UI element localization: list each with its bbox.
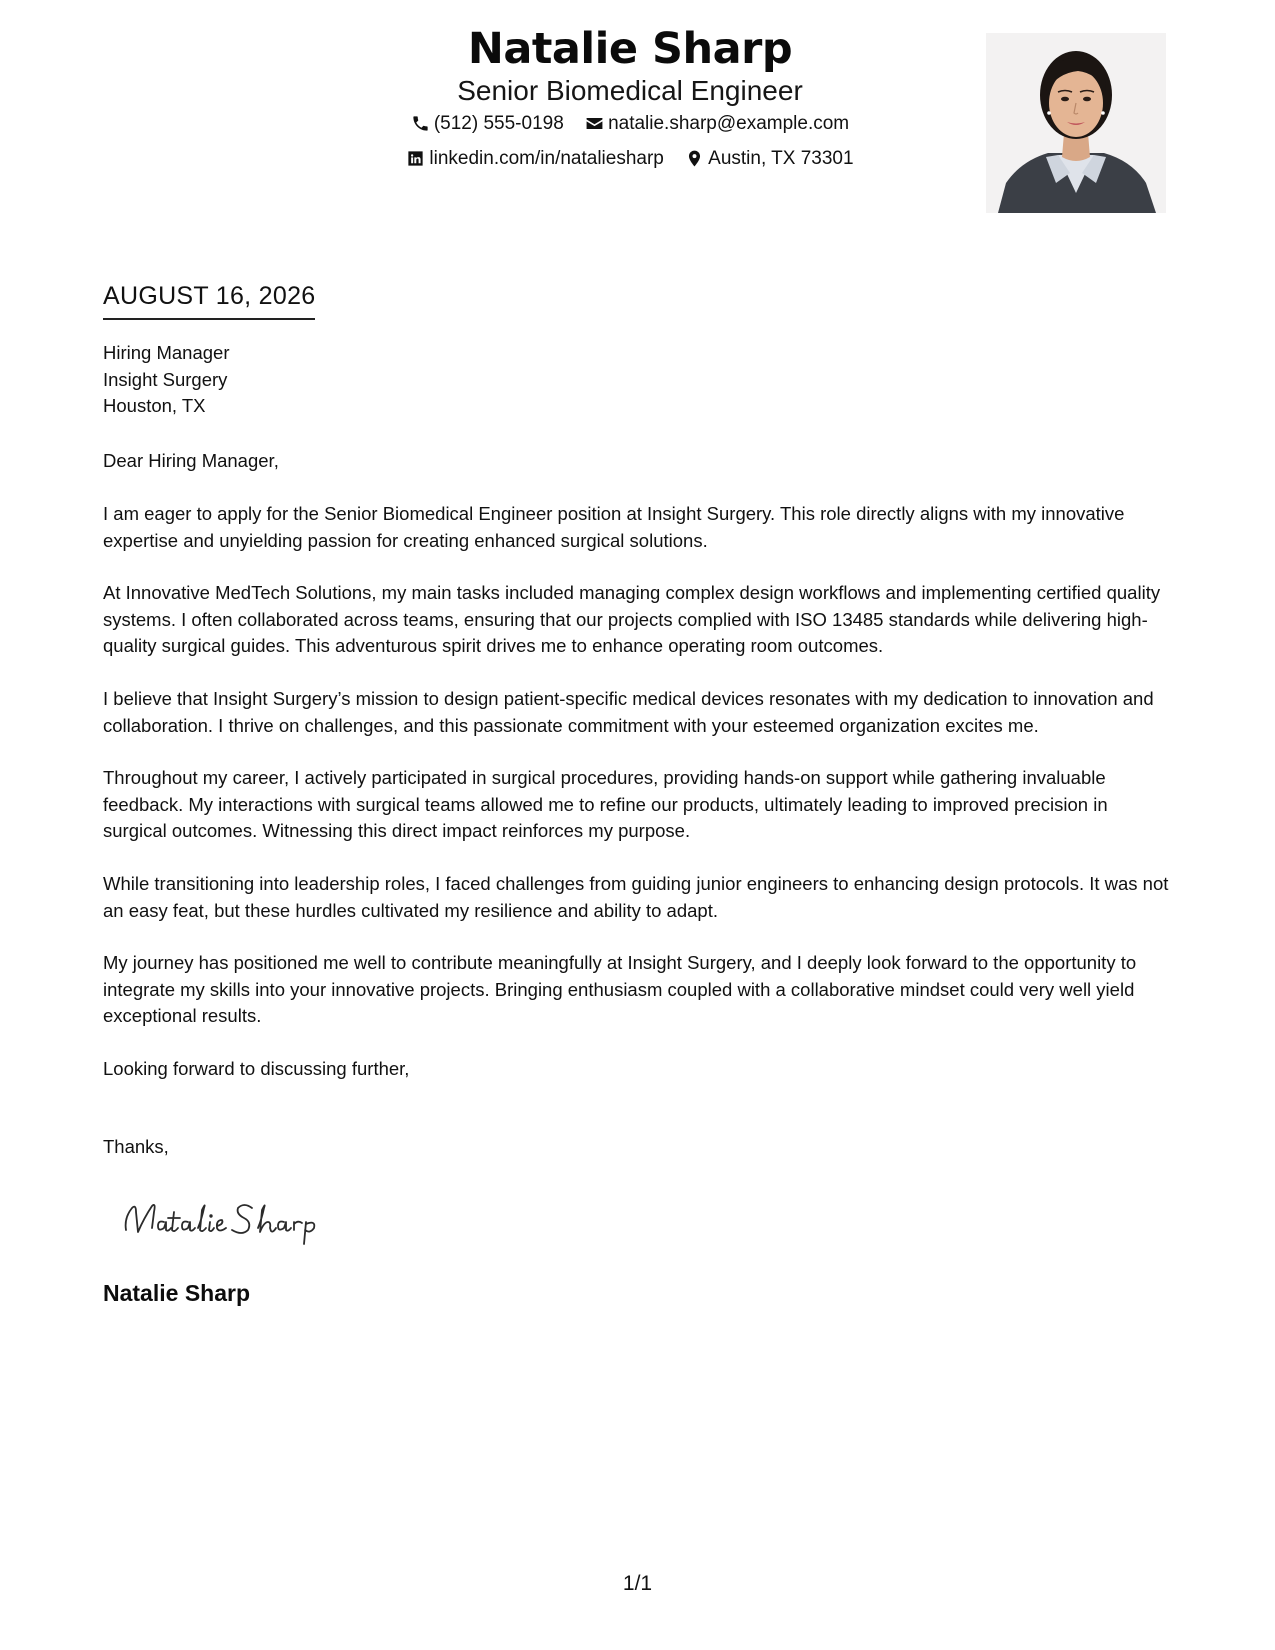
body-paragraph: I believe that Insight Surgery’s mission to design patient-specific medical devices resonates with my dedication to innovation and collaboration. I thrive on challenges, and this passionate commitment with your esteemed organization excites me. — [103, 688, 1154, 736]
letter-date: AUGUST 16, 2026 — [103, 280, 315, 320]
linkedin-icon — [406, 149, 425, 168]
body-paragraph: I am eager to apply for the Senior Biomedical Engineer position at Insight Surgery. This role directly aligns with my innovative expertise and unyielding passion for creating enhanced surgical solutions. — [103, 503, 1125, 551]
handwritten-signature — [118, 1188, 358, 1248]
body-paragraph: My journey has positioned me well to contribute meaningfully at Insight Surgery, and I deeply look forward to the opportunity to integrate my skills into your innovative projects. Bringing enthusiasm coupled with a collaborative mindset could very well yield exceptional results. — [103, 952, 1137, 1026]
applicant-name: Natalie Sharp — [467, 24, 793, 74]
recipient-block — [103, 340, 229, 420]
body-paragraph: Throughout my career, I actively participated in surgical procedures, providing hands-on support while gathering invaluable feedback. My interactions with surgical teams allowed me to refine our products, ultimately leading to improved precision in surgical outcomes. Witnessing this direct impact reinforces my purpose. — [103, 767, 1108, 841]
recipient-city: Houston, TX — [103, 395, 206, 416]
contact-location — [685, 143, 853, 174]
linkedin-link[interactable]: linkedin.com/in/nataliesharp — [429, 148, 664, 169]
recipient-company: Insight Surgery — [103, 368, 228, 390]
signer-name: Natalie Sharp — [103, 1280, 250, 1306]
phone-text: (512) 555-0198 — [433, 113, 564, 134]
thanks-line: Thanks, — [103, 1136, 169, 1157]
contact-row-2 — [330, 143, 930, 178]
body-paragraph: At Innovative MedTech Solutions, my main tasks included managing complex design workflows and implementing certified quality systems. I often collaborated across teams, ensuring that our projects complied with ISO 13485 standards while delivering high-quality surgical guides. This adventurous spirit drives me to enhance operating room outcomes. — [103, 582, 1161, 656]
map-marker-icon — [685, 149, 704, 168]
portrait-image — [986, 33, 1166, 213]
recipient-role: Hiring Manager — [103, 342, 230, 363]
signature-image — [118, 1188, 358, 1248]
contact-phone — [411, 108, 564, 139]
page-number: 1/1 — [622, 1572, 653, 1595]
contact-email[interactable] — [585, 108, 849, 139]
envelope-icon — [585, 114, 604, 133]
letter-header — [330, 22, 930, 178]
salutation: Dear Hiring Manager, — [103, 450, 279, 471]
body-paragraph: While transitioning into leadership roles, I faced challenges from guiding junior engineers to enhancing design protocols. It was not an easy feat, but these hurdles cultivated my resilience and ability to adapt. — [103, 873, 1169, 921]
location-text: Austin, TX 73301 — [708, 148, 854, 169]
profile-photo — [986, 33, 1166, 213]
contact-row-1 — [330, 108, 930, 143]
email-link[interactable]: natalie.sharp@example.com — [608, 113, 850, 134]
applicant-title: Senior Biomedical Engineer — [457, 75, 803, 106]
phone-icon — [411, 114, 430, 133]
contact-linkedin[interactable] — [406, 143, 663, 174]
closing-line: Looking forward to discussing further, — [103, 1058, 410, 1079]
